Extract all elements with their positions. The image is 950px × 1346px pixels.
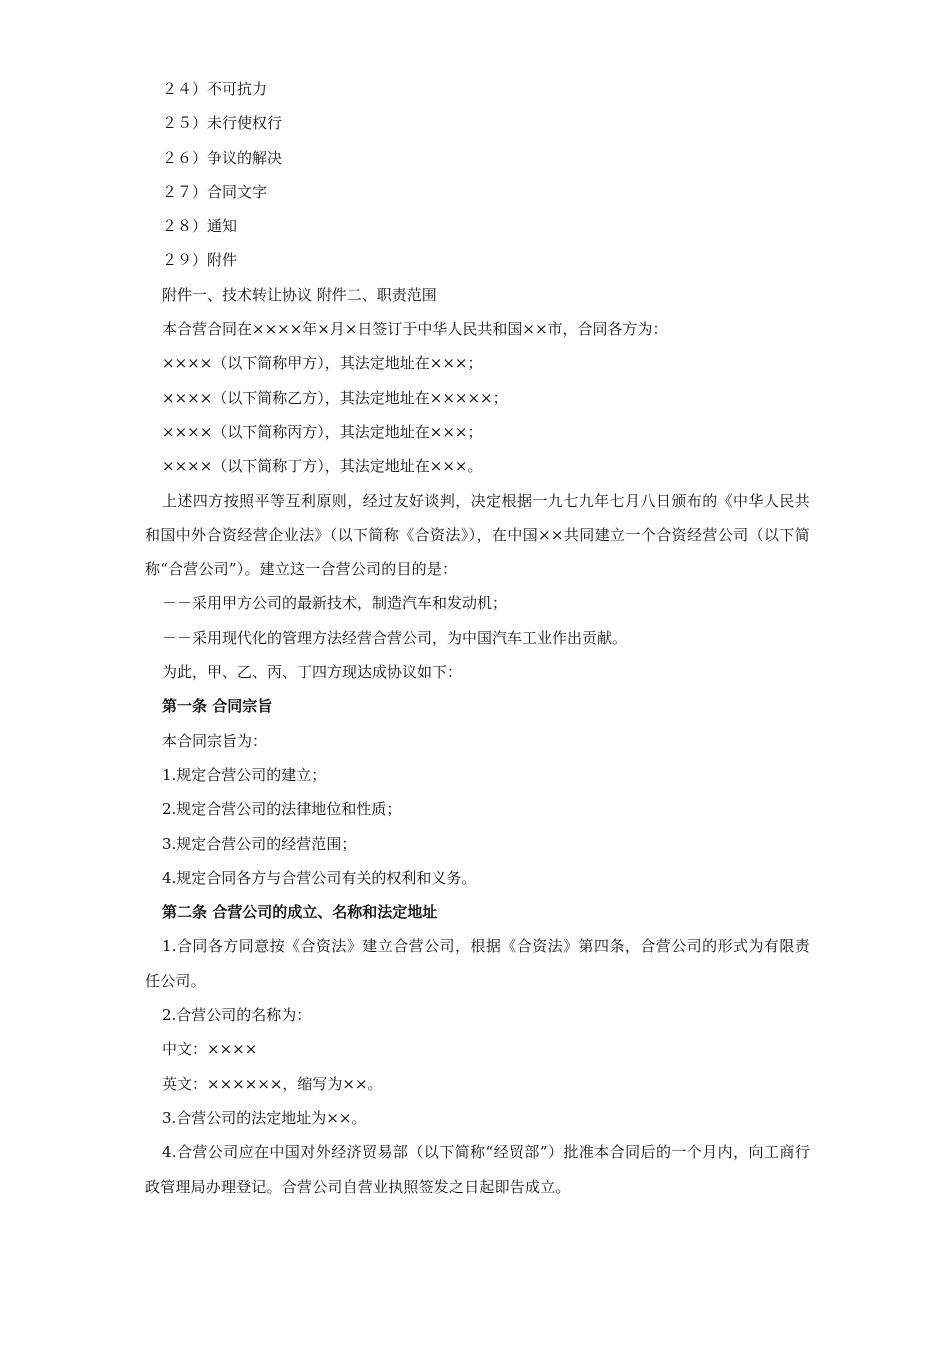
party-c: ××××（以下简称丙方），其法定地址在×××； xyxy=(162,422,483,441)
article-2-title: 第二条 合营公司的成立、名称和法定地址 xyxy=(162,903,438,922)
company-name-chinese: 中文：×××× xyxy=(162,1040,258,1059)
intro-paragraph: 上述四方按照平等互利原则，经过友好谈判，决定根据一九七九年七月八日颁布的《中华人民共和国中外合资经营企业法》（以下简称《合资法》），在中国××共同建立一个合资经营公司（以下简称“合营公司”）。建立这一合营公司的目的是： xyxy=(145,491,810,579)
article-1-item: 4.规定合同各方与合营公司有关的权利和义务。 xyxy=(162,868,477,887)
article-1-item: 2.规定合营公司的法律地位和性质； xyxy=(162,800,402,819)
toc-item-28: ２８）通知 xyxy=(162,217,238,236)
article-2-clause-2: 2.合营公司的名称为： xyxy=(162,1006,312,1025)
article-2-clause-4: 4.合营公司应在中国对外经济贸易部（以下简称“经贸部”）批准本合同后的一个月内，向工商行政管理局办理登记。合营公司自营业执照签发之日起即告成立。 xyxy=(145,1143,810,1196)
party-a: ××××（以下简称甲方），其法定地址在×××； xyxy=(162,354,483,373)
toc-item-24: ２４）不可抗力 xyxy=(162,80,268,98)
document-body xyxy=(145,72,810,1204)
agreement-statement: 为此，甲、乙、丙、丁四方现达成协议如下： xyxy=(162,663,463,682)
toc-item-27: ２７）合同文字 xyxy=(162,182,268,201)
purpose-item: －－采用现代化的管理方法经营合营公司，为中国汽车工业作出贡献。 xyxy=(162,628,628,647)
party-b: ××××（以下简称乙方），其法定地址在×××××； xyxy=(162,388,508,407)
article-2-clause-3: 3.合营公司的法定地址为××。 xyxy=(162,1108,367,1127)
article-1-item: 3.规定合营公司的经营范围； xyxy=(162,834,357,853)
contract-signing-statement: 本合营合同在××××年×月×日签订于中华人民共和国××市，合同各方为： xyxy=(162,320,668,339)
article-1-intro: 本合同宗旨为： xyxy=(162,731,268,750)
toc-item-29: ２９）附件 xyxy=(162,251,238,270)
article-1-title: 第一条 合同宗旨 xyxy=(162,697,273,716)
purpose-item: －－采用甲方公司的最新技术，制造汽车和发动机； xyxy=(162,594,508,613)
company-name-english: 英文：××××××，缩写为××。 xyxy=(162,1074,383,1093)
toc-item-25: ２５）未行使权行 xyxy=(162,114,283,133)
article-1-item: 1.规定合营公司的建立； xyxy=(162,765,327,784)
article-2-clause-1: 1.合同各方同意按《合资法》建立合营公司，根据《合资法》第四条，合营公司的形式为有限责任公司。 xyxy=(145,937,810,990)
toc-item-26: ２６）争议的解决 xyxy=(162,148,283,167)
party-d: ××××（以下简称丁方），其法定地址在×××。 xyxy=(162,457,483,476)
appendix-list: 附件一、技术转让协议 附件二、职责范围 xyxy=(162,285,437,304)
